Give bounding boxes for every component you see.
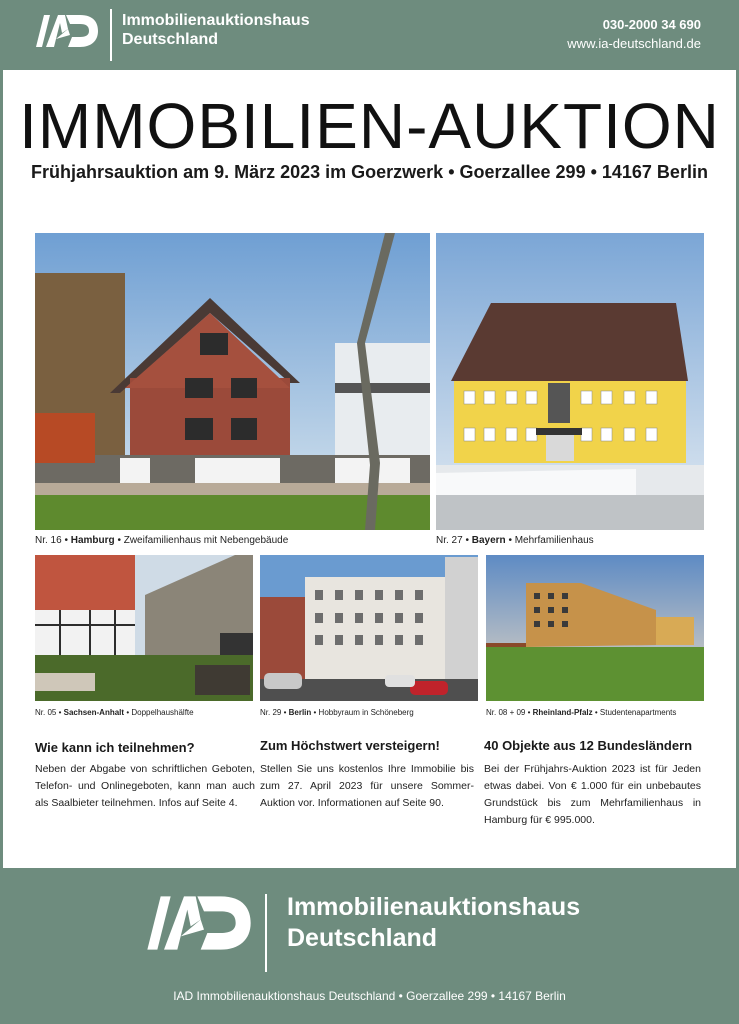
caption-bayern <box>436 535 594 546</box>
caption-nr: Nr. 08 + 09 • <box>486 708 531 717</box>
auction-subtitle: Frühjahrsauktion am 9. März 2023 im Goerzwerk • Goerzallee 299 • 14167 Berlin <box>31 162 708 182</box>
iad-logo-footer-icon[interactable] <box>144 892 254 954</box>
caption-desc: • Studentenapartments <box>594 708 677 717</box>
logo-divider <box>110 9 112 61</box>
photo-rheinland-pfalz[interactable] <box>486 555 704 701</box>
caption-rheinland-pfalz <box>486 708 676 717</box>
footer-logo-divider <box>265 894 267 972</box>
page-title: IMMOBILIEN-AUKTION <box>19 90 720 162</box>
caption-nr: Nr. 05 • <box>35 708 62 717</box>
caption-desc: • Zweifamilienhaus mit Nebengebäude <box>117 535 289 546</box>
photo-bayern[interactable] <box>436 233 704 530</box>
caption-region: Rheinland-Pfalz <box>532 708 593 717</box>
footer-address: IAD Immobilienauktionshaus Deutschland • Goerzallee 299 • 14167 Berlin <box>173 989 566 1003</box>
caption-region: Bayern <box>471 535 506 546</box>
caption-sachsen-anhalt <box>35 708 194 717</box>
column-heading-highest-value: Zum Höchstwert versteigern! <box>260 738 440 753</box>
caption-region: Berlin <box>288 708 312 717</box>
column-heading-participate: Wie kann ich teilnehmen? <box>35 740 195 755</box>
column-text-participate: Neben der Abgabe von schriftlichen Geboten, Telefon- und Onlinegeboten, kann man auch als Saalbieter teilnehmen. Infos auf Seite 4. <box>35 763 255 809</box>
contact-info <box>567 15 701 53</box>
main-sheet <box>3 70 736 868</box>
column-heading-objects: 40 Objekte aus 12 Bundesländern <box>484 738 693 753</box>
caption-nr: Nr. 29 • <box>260 708 287 717</box>
website-link[interactable]: www.ia-deutschland.de <box>567 36 701 51</box>
column-text-highest-value: Stellen Sie uns kostenlos Ihre Immobilie bis zum 27. April 2023 für unsere Sommer-Auktion vor. Informationen auf Seite 90. <box>260 763 474 809</box>
phone-number[interactable]: 030-2000 34 690 <box>602 17 701 32</box>
brand-name <box>122 11 310 49</box>
caption-region: Sachsen-Anhalt <box>63 708 125 717</box>
caption-desc: • Doppelhaushälfte <box>126 708 194 717</box>
caption-berlin <box>260 708 414 717</box>
caption-hamburg <box>35 535 288 546</box>
photo-sachsen-anhalt[interactable] <box>35 555 253 701</box>
caption-desc: • Mehrfamilienhaus <box>508 535 594 546</box>
footer-brand-line-2: Deutschland <box>287 924 438 952</box>
column-text-objects: Bei der Frühjahrs-Auktion 2023 ist für Jeden etwas dabei. Von € 1.000 für ein unbebautes Grundstück bis zum Mehrfamilienhaus in Hamburg für € 995.000. <box>484 763 701 826</box>
photo-berlin[interactable] <box>260 555 478 701</box>
brand-line-2: Deutschland <box>122 31 219 48</box>
caption-nr: Nr. 16 • <box>35 535 68 546</box>
footer-brand-name <box>287 892 580 954</box>
photo-hamburg[interactable] <box>35 233 430 530</box>
iad-logo-icon[interactable] <box>34 13 100 49</box>
footer-brand-line-1: Immobilienauktionshaus <box>287 893 581 921</box>
header-bar <box>0 0 739 70</box>
brand-line-1: Immobilienauktionshaus <box>122 12 310 29</box>
caption-region: Hamburg <box>70 535 115 546</box>
caption-desc: • Hobbyraum in Schöneberg <box>313 708 414 717</box>
caption-nr: Nr. 27 • <box>436 535 469 546</box>
